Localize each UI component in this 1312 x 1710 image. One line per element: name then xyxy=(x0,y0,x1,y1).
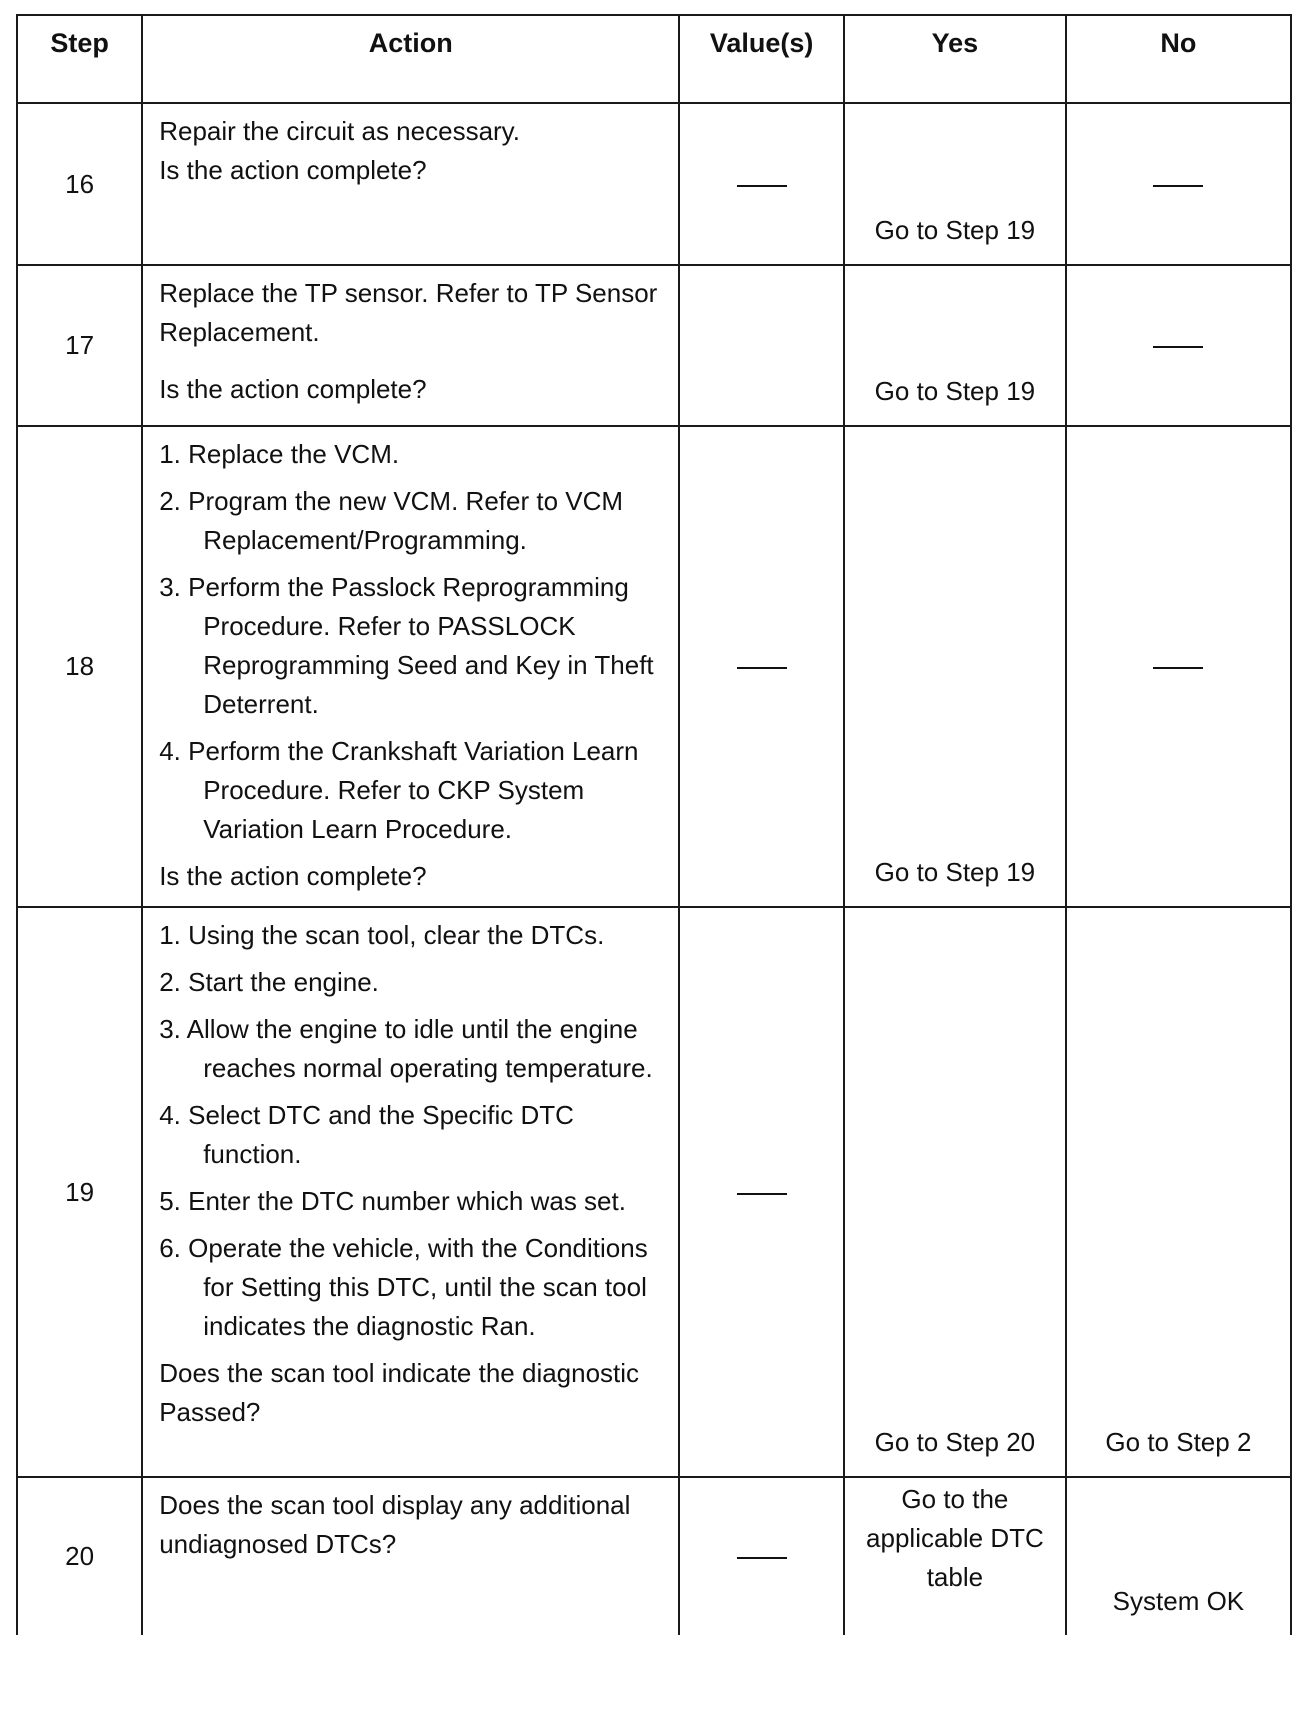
no-cell xyxy=(1066,265,1291,426)
action-cell xyxy=(142,1477,679,1635)
action-cell xyxy=(142,265,679,426)
list-item: 5. Enter the DTC number which was set. xyxy=(159,1186,626,1216)
dash-mark xyxy=(737,1557,787,1559)
dash-mark xyxy=(1153,185,1203,187)
dash-mark xyxy=(737,185,787,187)
header-step: Step xyxy=(17,15,142,103)
dash-mark xyxy=(1153,346,1203,348)
table-row-step-20 xyxy=(17,1477,1291,1635)
action-question: Is the action complete? xyxy=(159,374,427,404)
list-item: 4. Perform the Crankshaft Variation Learn Procedure. Refer to CKP System Variation Learn Procedure. xyxy=(159,736,639,844)
dash-mark xyxy=(737,1193,787,1195)
header-yes: Yes xyxy=(844,15,1066,103)
list-item: 1. Replace the VCM. xyxy=(159,439,400,469)
table-row-step-17 xyxy=(17,265,1291,426)
yes-cell: Go to Step 19 xyxy=(844,265,1066,426)
list-item: 3. Allow the engine to idle until the engine reaches normal operating temperature. xyxy=(159,1014,653,1083)
yes-cell: Go to Step 19 xyxy=(844,426,1066,907)
action-text: Replace the TP sensor. Refer to TP Sensor Replacement. xyxy=(159,278,658,347)
no-cell: Go to Step 2 xyxy=(1066,907,1291,1477)
dash-mark xyxy=(737,667,787,669)
value-cell xyxy=(679,265,844,426)
no-cell: System OK xyxy=(1066,1477,1291,1635)
yes-cell: Go to Step 20 xyxy=(844,907,1066,1477)
table-row-step-19 xyxy=(17,907,1291,1477)
action-question: Is the action complete? xyxy=(159,861,427,891)
list-item: 2. Program the new VCM. Refer to VCM Replacement/Programming. xyxy=(159,486,624,555)
value-cell xyxy=(679,426,844,907)
action-question: Does the scan tool indicate the diagnostic Passed? xyxy=(159,1358,640,1427)
yes-cell: Go to Step 19 xyxy=(844,103,1066,265)
list-item: 4. Select DTC and the Specific DTC function. xyxy=(159,1100,574,1169)
step-number: 16 xyxy=(17,103,142,265)
no-cell xyxy=(1066,426,1291,907)
list-item: 2. Start the engine. xyxy=(159,967,379,997)
value-cell xyxy=(679,103,844,265)
header-no: No xyxy=(1066,15,1291,103)
yes-cell: Go to the applicable DTC table xyxy=(844,1477,1066,1635)
dash-mark xyxy=(1153,667,1203,669)
value-cell xyxy=(679,1477,844,1635)
action-cell xyxy=(142,103,679,265)
list-item: 6. Operate the vehicle, with the Conditions for Setting this DTC, until the scan tool indicates the diagnostic Ran. xyxy=(159,1233,648,1341)
table-row-step-16 xyxy=(17,103,1291,265)
diagnostic-table xyxy=(16,14,1292,1635)
no-cell xyxy=(1066,103,1291,265)
action-question: Is the action complete? xyxy=(159,155,427,185)
step-number: 18 xyxy=(17,426,142,907)
action-cell xyxy=(142,907,679,1477)
value-cell xyxy=(679,907,844,1477)
list-item: 3. Perform the Passlock Reprogramming Procedure. Refer to PASSLOCK Reprogramming Seed and Key in Theft Deterrent. xyxy=(159,572,654,719)
action-list xyxy=(159,916,666,1346)
step-number: 19 xyxy=(17,907,142,1477)
header-action: Action xyxy=(142,15,679,103)
step-number: 17 xyxy=(17,265,142,426)
action-cell xyxy=(142,426,679,907)
header-row xyxy=(17,15,1291,103)
action-question: Does the scan tool display any additional undiagnosed DTCs? xyxy=(159,1490,631,1559)
header-values: Value(s) xyxy=(679,15,844,103)
step-number: 20 xyxy=(17,1477,142,1635)
table-row-step-18 xyxy=(17,426,1291,907)
action-text: Repair the circuit as necessary. xyxy=(159,116,520,146)
list-item: 1. Using the scan tool, clear the DTCs. xyxy=(159,920,605,950)
action-list xyxy=(159,435,666,849)
